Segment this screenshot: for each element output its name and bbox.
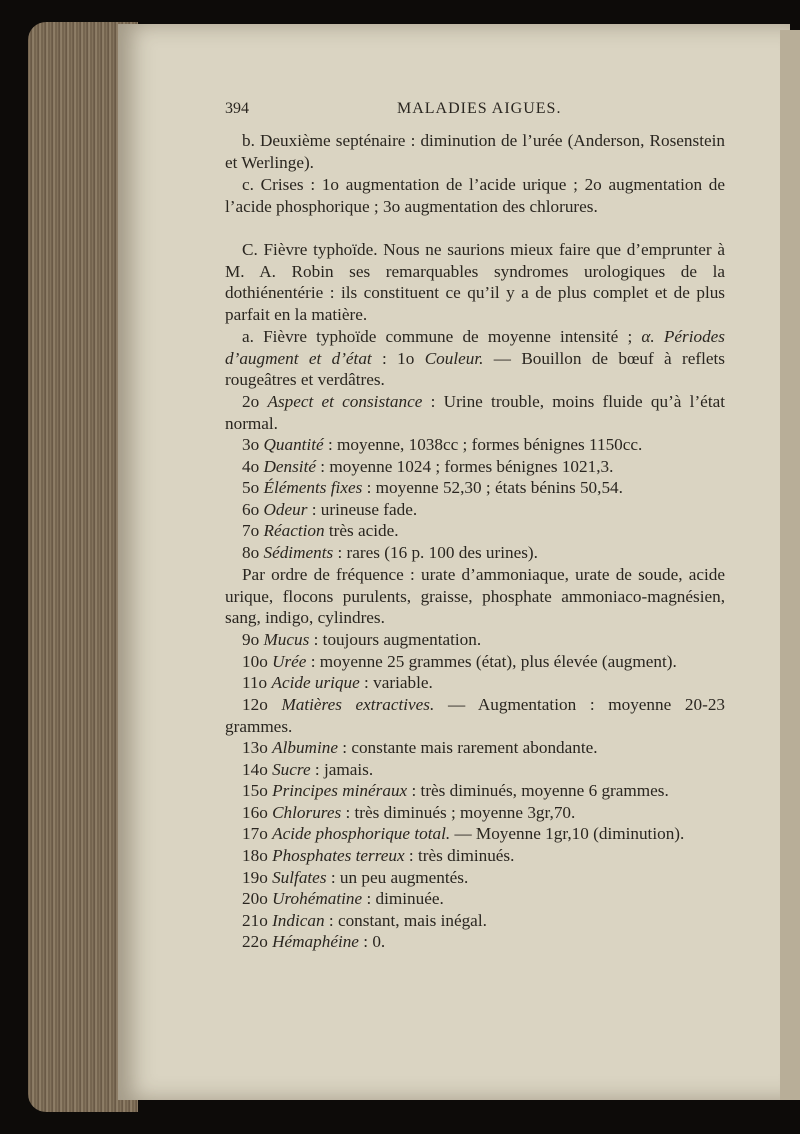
item-label: Odeur [263, 499, 308, 519]
list-item [242, 780, 669, 802]
item-number: 14o [242, 759, 273, 779]
item-text: : urineuse fade. [307, 499, 418, 519]
item-label: Sucre [272, 759, 311, 779]
item-text: : constante mais rarement abondante. [337, 738, 598, 757]
item-label: Urohématine [272, 889, 363, 909]
item-text: : très diminués, moyenne 6 grammes. [407, 781, 669, 801]
page-number: 394 [225, 100, 249, 117]
item-number: 10o [242, 651, 273, 671]
item-text: : très diminués ; moyenne 3gr,70. [341, 802, 576, 822]
item-text: : très diminués. [404, 846, 515, 865]
item-label: Quantité [263, 435, 324, 454]
item-label: Réaction [263, 521, 325, 541]
item-label: Éléments fixes [263, 478, 363, 498]
item-text: : jamais. [310, 759, 374, 779]
list-item [242, 434, 642, 456]
item-number: 19o [242, 867, 273, 887]
list-item [242, 910, 487, 932]
item-text: très acide. [324, 521, 399, 541]
item-text: : variable. [359, 673, 433, 693]
item-label: Albumine [272, 738, 338, 757]
paragraph-c: c. Crises : 1o augmentation de l’acide urique ; 2o augmentation de l’acide phosphorique ; 3o augmentation des chlorures. [225, 175, 725, 216]
item-label: Phosphates terreux [272, 846, 405, 865]
list-item [242, 867, 468, 889]
item-number: 11o [242, 673, 272, 693]
list-item [242, 888, 444, 910]
paragraph-frequence: Par ordre de fréquence : urate d’ammoniaque, urate de soude, acide urique, flocons purulents, graisse, phosphate ammoniaco-magnésien, sang, indigo, cylindres. [225, 565, 725, 627]
item-text: : constant, mais inégal. [324, 910, 487, 930]
list-item [242, 456, 613, 478]
paragraph-b: b. Deuxième septénaire : diminution de l’urée (Anderson, Rosenstein et Werlinge). [225, 131, 725, 172]
item-number: 22o [242, 932, 273, 952]
list-item [242, 477, 623, 499]
list-item [242, 759, 373, 781]
item-number: 21o [242, 910, 273, 930]
paragraph-matieres: 12o Matières extractives. — Augmentation : moyenne 20-23 grammes. [225, 695, 726, 736]
item-number: 17o [242, 824, 273, 844]
item-label: Chlorures [272, 802, 342, 822]
list-item [242, 802, 575, 824]
item-label: Hémaphéine [272, 932, 359, 952]
list-item [242, 845, 514, 867]
list-item [242, 931, 385, 953]
list-item [242, 542, 538, 564]
item-label: Densité [263, 456, 316, 476]
item-label: Sédiments [263, 543, 334, 562]
item-number: 6o [242, 499, 264, 519]
item-number: 7o [242, 521, 264, 541]
item-text: : moyenne 25 grammes (état), plus élevée (augment). [306, 651, 677, 671]
item-text: : moyenne 52,30 ; états bénins 50,54. [362, 478, 623, 498]
item-text: : moyenne, 1038cc ; formes bénignes 1150cc. [323, 435, 643, 454]
list-item [242, 629, 481, 651]
item-label: Mucus [263, 630, 310, 649]
running-title: MALADIES AIGUES. [397, 100, 562, 117]
item-label: Acide urique [271, 673, 360, 693]
paragraph-fievre-typhoide: C. Fièvre typhoïde. Nous ne saurions mieux faire que d’emprunter à M. A. Robin ses remarquables syndromes urologiques de la dothiénentérie : ils constituent ce qu’il y a de plus complet et de plus parfait en la matière. [225, 240, 725, 324]
list-item [242, 651, 677, 673]
item-text: : 0. [358, 932, 386, 952]
running-header [225, 100, 725, 122]
item-label: Urée [272, 651, 307, 671]
item-text: — Moyenne 1gr,10 (diminution). [450, 824, 685, 844]
item-number: 15o [242, 781, 273, 801]
item-label: Sulfates [272, 867, 327, 887]
item-text: : toujours augmentation. [309, 630, 482, 649]
paragraph-aspect: 2o Aspect et consistance : Urine trouble, moins fluide qu’à l’état normal. [225, 392, 725, 433]
paragraph-a-fievre-commune: a. Fièvre typhoïde commune de moyenne intensité ; α. Périodes d’augment et d’état : 1o Couleur. — Bouillon de bœuf à reflets rougeâtres et verdâtres. [225, 327, 725, 389]
item-number: 5o [242, 478, 264, 498]
item-label: Acide phosphorique total. [272, 824, 451, 844]
item-number: 4o [242, 456, 264, 476]
list-item [242, 499, 417, 521]
item-number: 18o [242, 846, 273, 865]
list-item [242, 672, 433, 694]
item-number: 8o [242, 543, 264, 562]
item-number: 16o [242, 802, 273, 822]
item-number: 20o [242, 889, 273, 909]
item-label: Principes minéraux [272, 781, 408, 801]
list-item [242, 823, 684, 845]
item-number: 9o [242, 630, 264, 649]
item-text: : diminuée. [362, 889, 444, 909]
item-number: 3o [242, 435, 264, 454]
item-text: : rares (16 p. 100 des urines). [333, 543, 538, 562]
item-text: : moyenne 1024 ; formes bénignes 1021,3. [316, 456, 614, 476]
item-number: 13o [242, 738, 273, 757]
next-page-edge [780, 30, 800, 1100]
list-item [242, 737, 598, 759]
list-item [242, 520, 399, 542]
item-label: Indican [272, 910, 325, 930]
item-text: : un peu augmentés. [326, 867, 469, 887]
